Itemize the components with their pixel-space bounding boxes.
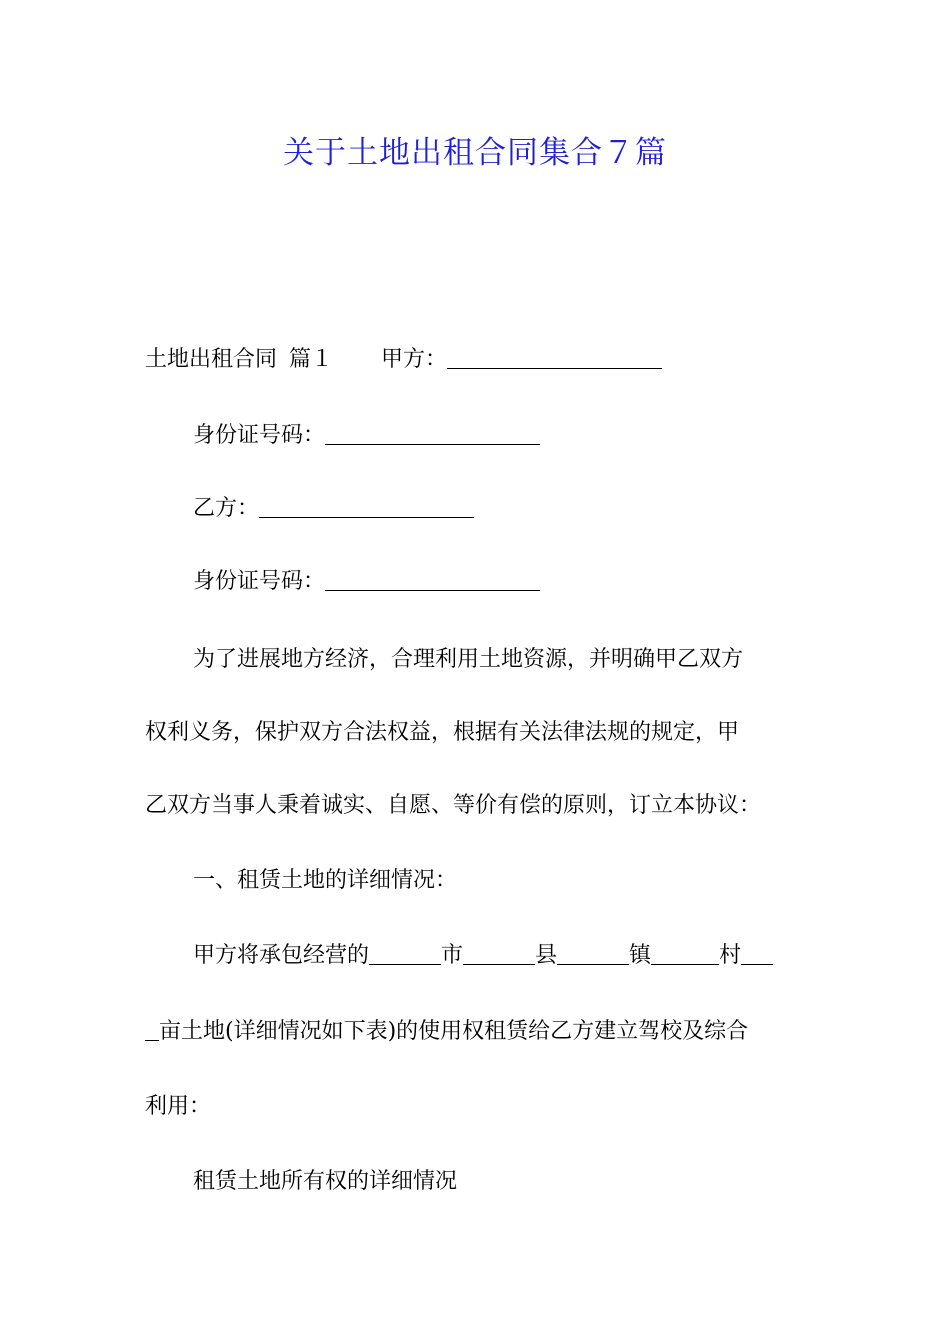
village-label: 村 [719,943,742,968]
party-b-id-label: 身份证号码： [193,569,326,594]
land-usage-text: 亩土地(详细情况如下表)的使用权租赁给乙方建立驾校及综合 [159,1019,749,1044]
city-blank [369,963,441,965]
city-label: 市 [441,943,464,968]
party-a-id-label: 身份证号码： [193,423,326,448]
party-b-blank [259,516,474,518]
contract-part-number: 篇１ [289,347,334,372]
party-b-id-blank [325,589,540,591]
party-a-blank [447,367,662,369]
land-location-line [193,938,773,974]
party-b-label: 乙方： [193,496,260,521]
party-b-line [193,491,474,527]
paragraph-line: 为了进展地方经济，合理利用土地资源，并明确甲乙双方 [193,647,744,672]
land-lead-text: 甲方将承包经营的 [193,943,370,968]
party-a-id-blank [325,443,540,445]
town-label: 镇 [629,943,652,968]
party-a-id-line [193,418,540,454]
contract-name: 土地出租合同 [145,347,278,372]
paragraph-line: 利用： [145,1094,212,1119]
county-blank [463,963,535,965]
acreage-blank-continued [145,1039,159,1041]
county-label: 县 [535,943,558,968]
village-blank [651,963,719,965]
party-a-label: 甲方： [381,347,448,372]
contract-header-line [145,342,662,378]
land-usage-line [145,1014,748,1050]
section-heading: 一、租赁土地的详细情况： [193,868,458,893]
party-b-id-line [193,564,540,600]
town-blank [557,963,629,965]
paragraph-line: 乙双方当事人秉着诚实、自愿、等价有偿的原则，订立本协议： [145,793,762,818]
document-title: 关于土地出租合同集合７篇 [283,135,667,171]
acreage-blank [741,963,773,965]
subheading: 租赁土地所有权的详细情况 [193,1169,458,1194]
paragraph-line: 权利义务，保护双方合法权益，根据有关法律法规的规定，甲 [145,720,740,745]
